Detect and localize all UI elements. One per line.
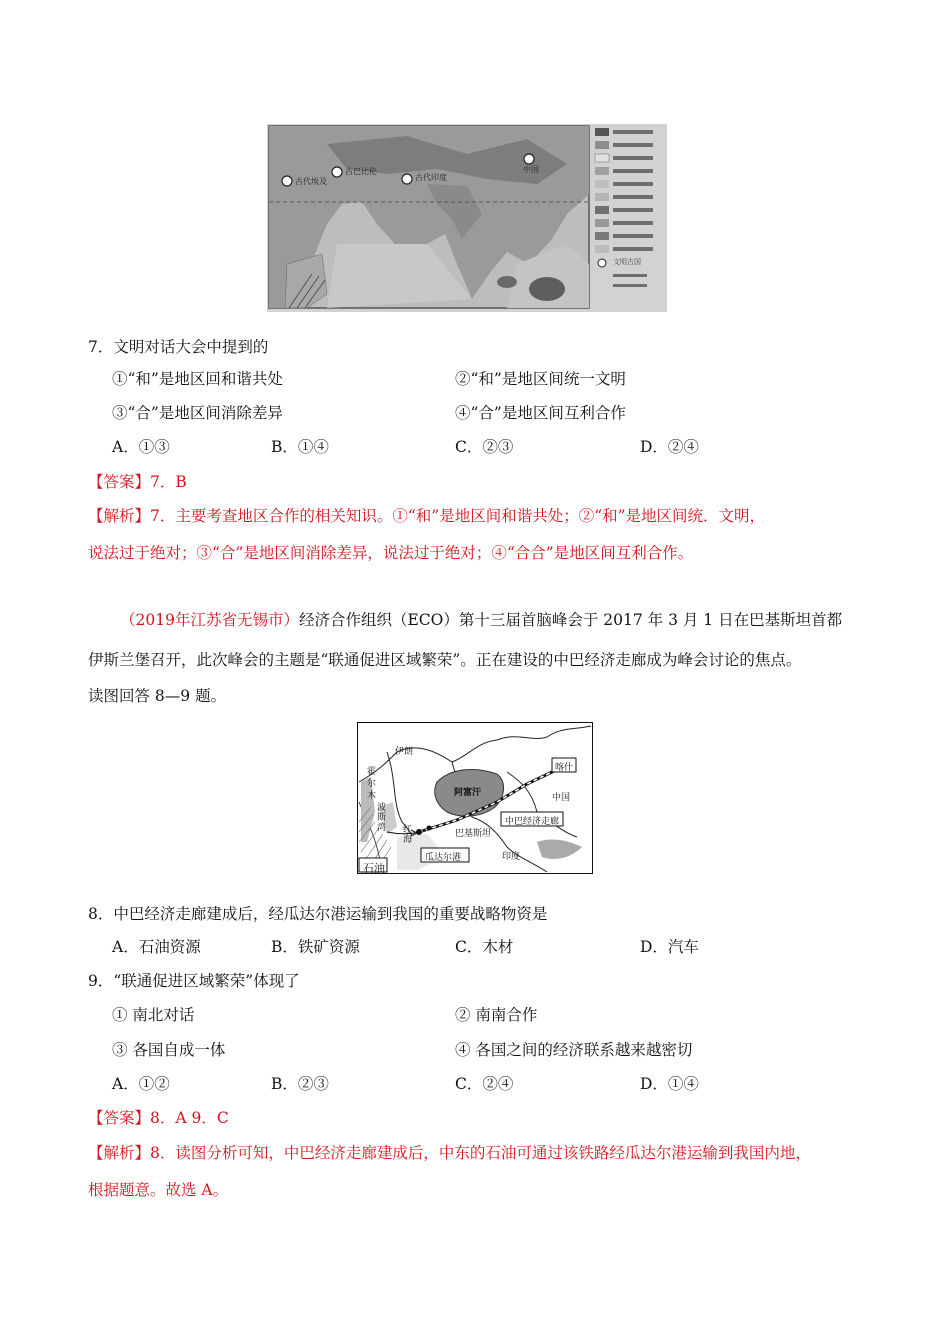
- legend-civilization-label: 文明古国: [613, 258, 641, 266]
- q8-choice-d: D．汽车: [640, 938, 699, 956]
- intro-line-3: 读图回答 8—9 题。: [88, 687, 227, 705]
- label-gulf-3: 湾: [377, 823, 387, 833]
- label-redsea-2: 海: [403, 835, 413, 845]
- q9-option-1: ① 南北对话: [112, 1006, 195, 1024]
- q7-choice-a: A．①③: [112, 438, 170, 456]
- label-gwadar-port: 瓜达尔港: [425, 853, 462, 863]
- label-iran: 伊朗: [395, 747, 414, 757]
- label-gulf-2: 斯: [377, 813, 387, 823]
- q9-choice-c: C．②④: [455, 1075, 514, 1093]
- label-china: 中国: [523, 165, 539, 174]
- label-hormuz-3: 木: [367, 791, 377, 801]
- q7-option-3: ③“合”是地区间消除差异: [112, 404, 283, 422]
- intro-line-1: [120, 610, 842, 630]
- q9-choice-a: A．①②: [112, 1075, 170, 1093]
- label-oil: 石油: [363, 862, 385, 875]
- q9-option-2: ② 南南合作: [455, 1006, 538, 1024]
- q8-stem: 8．中巴经济走廊建成后，经瓜达尔港运输到我国的重要战略物资是: [88, 905, 548, 923]
- q9-choice-b: B．②③: [271, 1075, 329, 1093]
- q7-option-2: ②“和”是地区间统一文明: [455, 370, 626, 388]
- q7-analysis-line-1: 【解析】7．主要考查地区合作的相关知识。①“和”是地区间和谐共处；②“和”是地区间统．文明，: [88, 507, 766, 525]
- q9-option-4: ④ 各国之间的经济联系越来越密切: [455, 1041, 693, 1059]
- q7-option-4: ④“合”是地区间互利合作: [455, 404, 626, 422]
- q8-analysis-line-2: 根据题意。故选 A。: [88, 1181, 229, 1199]
- q8-9-answer: 【答案】8．A 9．C: [88, 1109, 229, 1127]
- q7-choice-c: C．②③: [455, 438, 514, 456]
- q7-stem: 7．文明对话大会中提到的: [88, 338, 269, 356]
- civilization-map-svg: [267, 124, 667, 312]
- q8-choice-c: C．木材: [455, 938, 514, 956]
- label-ancient-babylon: 古巴比伦: [345, 167, 377, 176]
- q7-analysis-line-2: 说法过于绝对；③“合”是地区间消除差异，说法过于绝对；④“合合”是地区间互利合作。: [88, 544, 694, 562]
- label-cpec: 中巴经济走廊: [505, 817, 560, 827]
- label-hormuz-2: 尔: [367, 779, 377, 789]
- label-hormuz-1: 霍: [367, 767, 377, 777]
- q7-answer: 【答案】7．B: [88, 473, 187, 491]
- label-pakistan: 巴基斯坦: [455, 829, 492, 839]
- q8-analysis-line-1: 【解析】8．读图分析可知，中巴经济走廊建成后，中东的石油可通过该铁路经瓜达尔港运输到我国内地，: [88, 1144, 811, 1162]
- q7-choice-b: B．①④: [271, 438, 329, 456]
- q7-option-1: ①“和”是地区回和谐共处: [112, 370, 283, 388]
- intro-source: （2019年江苏省无锡市）: [120, 611, 299, 629]
- q9-stem: 9．“联通促进区域繁荣”体现了: [88, 972, 300, 990]
- q8-choice-b: B．铁矿资源: [271, 938, 360, 956]
- civilization-map: [267, 124, 667, 312]
- label-china: 中国: [552, 793, 571, 803]
- intro-line-2: 伊斯兰堡召开，此次峰会的主题是“联通促进区域繁荣”。正在建设的中巴经济走廊成为峰会讨论的焦点。: [88, 651, 802, 669]
- cpec-map: [357, 722, 593, 874]
- label-ancient-egypt: 古代埃及: [295, 177, 327, 186]
- q7-choice-d: D．②④: [640, 438, 699, 456]
- label-afghanistan: 阿富汗: [454, 788, 482, 798]
- label-kashgar: 喀什: [555, 763, 574, 773]
- label-india: 印度: [502, 852, 521, 862]
- intro-text-1: 经济合作组织（ECO）第十三届首脑峰会于 2017 年 3 月 1 日在巴基斯坦首都: [298, 611, 843, 629]
- q8-choice-a: A．石油资源: [112, 938, 201, 956]
- label-redsea-1: 红: [403, 825, 413, 835]
- q9-choice-d: D．①④: [640, 1075, 699, 1093]
- label-gulf-1: 波: [377, 803, 387, 813]
- label-ancient-india: 古代印度: [415, 173, 447, 182]
- q9-option-3: ③ 各国自成一体: [112, 1041, 226, 1059]
